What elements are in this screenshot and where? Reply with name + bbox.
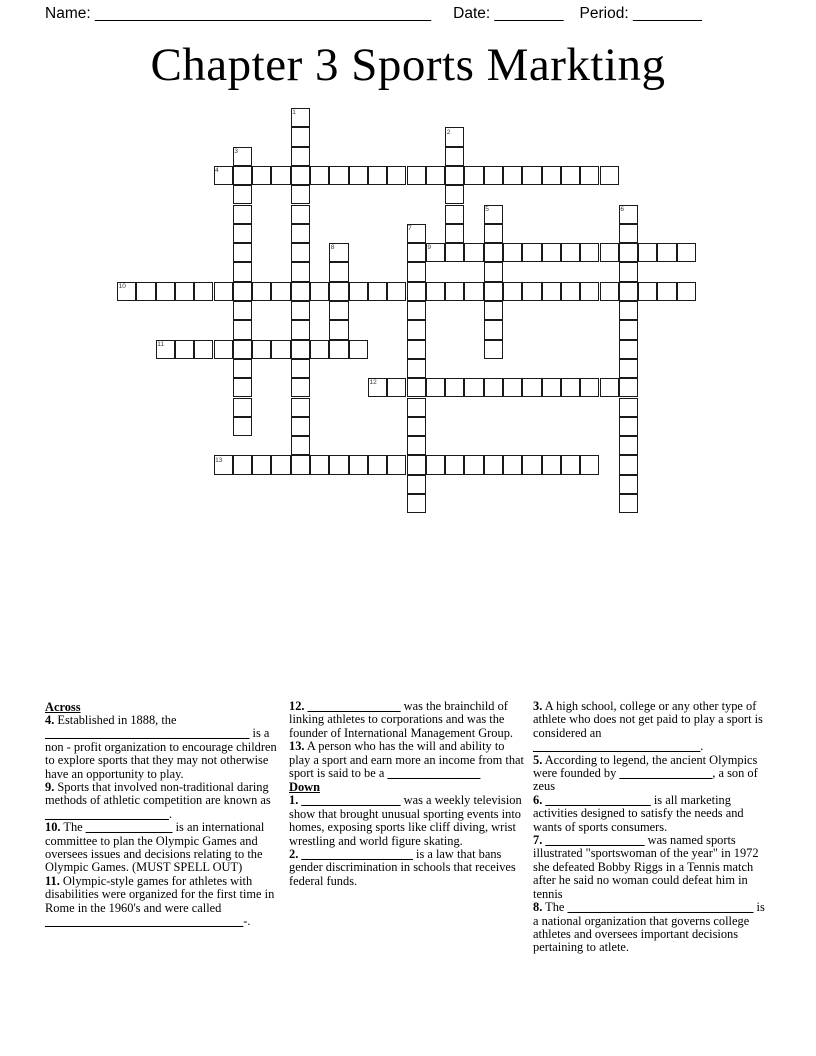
clues-section <box>0 700 816 990</box>
clue-number: 13. <box>289 739 305 754</box>
clue-item <box>289 794 527 848</box>
grid-cell[interactable] <box>503 243 522 262</box>
grid-cell[interactable] <box>407 340 426 359</box>
grid-cell[interactable] <box>271 282 290 301</box>
grid-clue-number: 4 <box>215 167 219 175</box>
date-label: Date: <box>453 5 491 22</box>
clue-text: is a national organization that governs college athletes and oversees important decisions pertaining to atlete. <box>533 900 765 955</box>
clue-number: 12. <box>289 699 305 713</box>
grid-cell[interactable] <box>484 243 503 262</box>
grid-cell[interactable] <box>407 359 426 378</box>
grid-cell[interactable] <box>271 455 290 474</box>
clue-text: was the brainchild of linking athletes to corporations and was the founder of International Management Group. <box>289 699 513 740</box>
grid-cell[interactable] <box>503 378 522 397</box>
grid-cell[interactable] <box>252 340 271 359</box>
grid-cell[interactable] <box>329 301 348 320</box>
clue-item <box>533 794 771 834</box>
grid-cell[interactable] <box>426 455 445 474</box>
grid-cell[interactable] <box>310 455 329 474</box>
grid-cell[interactable] <box>484 301 503 320</box>
grid-clue-number: 11 <box>157 340 164 348</box>
grid-cell[interactable] <box>619 301 638 320</box>
grid-cell[interactable] <box>291 147 310 166</box>
grid-cell[interactable] <box>600 166 619 185</box>
clue-item <box>533 754 771 794</box>
grid-cell[interactable] <box>349 166 368 185</box>
grid-cell[interactable] <box>638 243 657 262</box>
grid-cell[interactable] <box>233 455 252 474</box>
grid-cell[interactable] <box>619 378 638 397</box>
grid-cell[interactable] <box>291 282 310 301</box>
down-heading: Down <box>289 780 320 795</box>
clue-column-3-body <box>533 700 771 955</box>
grid-cell[interactable] <box>291 320 310 339</box>
clue-text: . <box>168 806 173 821</box>
grid-clue-number: 7 <box>408 225 412 232</box>
grid-cell[interactable] <box>349 282 368 301</box>
grid-cell[interactable] <box>233 320 252 339</box>
grid-cell[interactable] <box>426 282 445 301</box>
grid-cell[interactable] <box>445 224 464 243</box>
clue-answer-blank[interactable]: _______________ <box>387 766 481 781</box>
grid-cell[interactable] <box>561 282 580 301</box>
grid-cell[interactable] <box>310 340 329 359</box>
grid-cell[interactable] <box>291 185 310 204</box>
grid-cell[interactable] <box>677 282 696 301</box>
grid-cell[interactable] <box>561 166 580 185</box>
grid-cell[interactable] <box>349 340 368 359</box>
grid-cell[interactable] <box>214 340 233 359</box>
grid-cell[interactable] <box>310 166 329 185</box>
grid-cell[interactable] <box>175 282 194 301</box>
grid-cell[interactable] <box>214 455 233 474</box>
grid-cell[interactable] <box>407 262 426 281</box>
grid-cell[interactable] <box>387 166 406 185</box>
grid-cell[interactable] <box>291 108 310 127</box>
date-blank-rule[interactable]: ________ <box>494 5 564 22</box>
grid-clue-number: 10 <box>118 282 126 290</box>
grid-cell[interactable] <box>445 455 464 474</box>
grid-cell[interactable] <box>233 262 252 281</box>
grid-cell[interactable] <box>522 282 541 301</box>
grid-cell[interactable] <box>619 224 638 243</box>
grid-cell[interactable] <box>503 166 522 185</box>
grid-cell[interactable] <box>329 243 348 262</box>
grid-cell[interactable] <box>580 282 599 301</box>
grid-cell[interactable] <box>580 243 599 262</box>
grid-cell[interactable] <box>445 282 464 301</box>
grid-cell[interactable] <box>291 378 310 397</box>
clue-answer-blank[interactable]: ______________ <box>85 820 173 835</box>
grid-cell[interactable] <box>445 147 464 166</box>
grid-cell[interactable] <box>407 243 426 262</box>
grid-cell[interactable] <box>156 340 175 359</box>
grid-cell[interactable] <box>329 340 348 359</box>
grid-cell[interactable] <box>407 166 426 185</box>
grid-cell[interactable] <box>445 166 464 185</box>
grid-cell[interactable] <box>484 262 503 281</box>
grid-cell[interactable] <box>407 282 426 301</box>
grid-cell[interactable] <box>484 205 503 224</box>
grid-cell[interactable] <box>542 455 561 474</box>
grid-clue-number: 8 <box>330 244 335 252</box>
clue-answer-blank[interactable]: ____________________ <box>45 806 169 821</box>
clue-number: 8. <box>533 900 543 915</box>
grid-cell[interactable] <box>387 455 406 474</box>
clue-answer-blank[interactable]: __________________ <box>301 847 413 862</box>
grid-cell[interactable] <box>542 243 561 262</box>
grid-cell[interactable] <box>291 436 310 455</box>
grid-cell[interactable] <box>484 224 503 243</box>
clue-text: is a non - profit organization to encourage children to explore sports that they may not otherwise have an opportunity to play. <box>45 726 277 781</box>
grid-cell[interactable] <box>214 282 233 301</box>
grid-cell[interactable] <box>677 243 696 262</box>
grid-cell[interactable] <box>407 494 426 513</box>
grid-cell[interactable] <box>580 166 599 185</box>
grid-cell[interactable] <box>619 359 638 378</box>
grid-cell[interactable] <box>484 455 503 474</box>
grid-cell[interactable] <box>252 166 271 185</box>
clue-column-2-down-body <box>289 794 527 888</box>
grid-cell[interactable] <box>522 378 541 397</box>
clue-text: is all marketing activities designed to satisfy the needs and wants of sports consumers. <box>533 792 744 834</box>
grid-cell[interactable] <box>291 301 310 320</box>
clue-item <box>45 875 283 929</box>
clue-column-2-across-body <box>289 700 527 780</box>
grid-cell[interactable] <box>291 224 310 243</box>
clue-column-1-body <box>45 714 283 929</box>
grid-cell[interactable] <box>619 205 638 224</box>
grid-cell[interactable] <box>464 378 483 397</box>
grid-cell[interactable] <box>522 455 541 474</box>
grid-cell[interactable] <box>368 166 387 185</box>
grid-cell[interactable] <box>407 455 426 474</box>
clue-answer-blank[interactable]: _________________________________ <box>45 726 250 741</box>
grid-cell[interactable] <box>464 243 483 262</box>
grid-cell[interactable] <box>407 436 426 455</box>
clue-column-2 <box>289 700 527 888</box>
grid-cell[interactable] <box>368 455 387 474</box>
grid-cell[interactable] <box>580 378 599 397</box>
grid-cell[interactable] <box>349 455 368 474</box>
grid-cell[interactable] <box>522 243 541 262</box>
clue-text: Sports that involved non-traditional daring methods of athletic competition are known as <box>45 780 271 808</box>
grid-clue-number: 13 <box>215 456 223 464</box>
grid-clue-number: 5 <box>485 205 489 213</box>
clue-text: A high school, college or any other type of athlete who does not get paid to play a sport is considered an <box>533 699 763 740</box>
grid-clue-number: 12 <box>369 379 377 387</box>
grid-cell[interactable] <box>445 378 464 397</box>
grid-cell[interactable] <box>542 378 561 397</box>
grid-cell[interactable] <box>484 378 503 397</box>
grid-cell[interactable] <box>619 455 638 474</box>
grid-cell[interactable] <box>407 417 426 436</box>
grid-cell[interactable] <box>426 378 445 397</box>
clue-number: 5. <box>533 752 543 767</box>
clue-item <box>533 700 771 754</box>
grid-cell[interactable] <box>233 166 252 185</box>
clue-number: 11. <box>45 873 60 888</box>
clue-column-1 <box>45 700 283 929</box>
grid-cell[interactable] <box>657 282 676 301</box>
clue-item <box>45 781 283 821</box>
grid-clue-number: 2 <box>446 128 451 136</box>
grid-cell[interactable] <box>619 262 638 281</box>
clue-number: 2. <box>289 847 299 862</box>
grid-cell[interactable] <box>310 282 329 301</box>
clue-text: is an international committee to plan the Olympic Games and oversees issues and decisions relating to the Olympic Games. (MUST SPELL OUT) <box>45 820 265 875</box>
grid-cell[interactable] <box>407 224 426 243</box>
grid-cell[interactable] <box>407 398 426 417</box>
clue-answer-blank[interactable]: ________________________________ <box>45 914 244 929</box>
clue-number: 6. <box>533 792 543 807</box>
grid-cell[interactable] <box>368 282 387 301</box>
grid-cell[interactable] <box>503 282 522 301</box>
grid-cell[interactable] <box>194 340 213 359</box>
grid-cell[interactable] <box>233 378 252 397</box>
clue-text: The <box>545 900 568 915</box>
clue-answer-blank[interactable]: _______________ <box>619 766 713 781</box>
name-blank-rule[interactable]: _______________________________________ <box>94 5 432 22</box>
grid-cell[interactable] <box>484 282 503 301</box>
grid-cell[interactable] <box>291 166 310 185</box>
clue-number: 9. <box>45 780 55 795</box>
grid-cell[interactable] <box>291 455 310 474</box>
grid-cell[interactable] <box>329 282 348 301</box>
grid-cell[interactable] <box>368 378 387 397</box>
grid-cell[interactable] <box>464 166 483 185</box>
clue-item <box>533 834 771 901</box>
clue-answer-blank[interactable]: _________________ <box>545 792 651 807</box>
clue-answer-blank[interactable]: ___________________________ <box>533 739 701 754</box>
grid-cell[interactable] <box>329 455 348 474</box>
grid-cell[interactable] <box>252 455 271 474</box>
grid-clue-number: 1 <box>292 109 296 117</box>
grid-cell[interactable] <box>426 243 445 262</box>
clue-text: The <box>63 820 86 835</box>
grid-cell[interactable] <box>484 166 503 185</box>
grid-cell[interactable] <box>329 320 348 339</box>
grid-cell[interactable] <box>233 147 252 166</box>
period-label: Period: <box>579 5 629 22</box>
grid-cell[interactable] <box>233 185 252 204</box>
across-heading: Across <box>45 700 81 714</box>
clue-text: , a son of zeus <box>533 766 758 794</box>
grid-cell[interactable] <box>329 166 348 185</box>
grid-cell[interactable] <box>233 301 252 320</box>
period-blank-rule[interactable]: ________ <box>632 5 702 22</box>
grid-cell[interactable] <box>156 282 175 301</box>
grid-cell[interactable] <box>638 282 657 301</box>
grid-cell[interactable] <box>484 340 503 359</box>
grid-cell[interactable] <box>600 282 619 301</box>
grid-cell[interactable] <box>271 340 290 359</box>
grid-clue-number: 6 <box>620 205 625 213</box>
grid-cell[interactable] <box>484 320 503 339</box>
grid-cell[interactable] <box>600 378 619 397</box>
clue-text: Established in 1888, the <box>57 713 177 727</box>
grid-cell[interactable] <box>233 417 252 436</box>
grid-cell[interactable] <box>619 398 638 417</box>
grid-cell[interactable] <box>194 282 213 301</box>
grid-cell[interactable] <box>291 262 310 281</box>
grid-cell[interactable] <box>561 243 580 262</box>
clue-text: A person who has the will and ability to play a sport and earn more an income from that sport is said to be a <box>289 739 524 781</box>
grid-cell[interactable] <box>619 340 638 359</box>
grid-cell[interactable] <box>233 205 252 224</box>
clue-item <box>45 714 283 781</box>
grid-cell[interactable] <box>600 243 619 262</box>
grid-cell[interactable] <box>445 205 464 224</box>
clue-item <box>289 740 527 780</box>
grid-cell[interactable] <box>329 262 348 281</box>
grid-cell[interactable] <box>233 340 252 359</box>
grid-cell[interactable] <box>233 224 252 243</box>
grid-cell[interactable] <box>117 282 136 301</box>
clue-number: 3. <box>533 699 543 713</box>
grid-cell[interactable] <box>619 494 638 513</box>
clue-text: -. <box>243 914 251 929</box>
name-label: Name: <box>45 5 91 22</box>
grid-cell[interactable] <box>291 340 310 359</box>
grid-clue-number: 9 <box>427 244 432 252</box>
clue-number: 7. <box>533 833 543 848</box>
grid-cell[interactable] <box>561 378 580 397</box>
grid-cell[interactable] <box>464 455 483 474</box>
clue-text: According to legend, the ancient Olympics were founded by <box>533 752 758 781</box>
grid-cell[interactable] <box>291 359 310 378</box>
clue-number: 4. <box>45 713 55 727</box>
grid-cell[interactable] <box>291 398 310 417</box>
grid-cell[interactable] <box>136 282 155 301</box>
clue-item <box>45 821 283 875</box>
grid-cell[interactable] <box>175 340 194 359</box>
clue-answer-blank[interactable]: ________________ <box>301 793 401 808</box>
grid-cell[interactable] <box>252 282 271 301</box>
clue-answer-blank[interactable]: ______________________________ <box>567 900 754 915</box>
clue-answer-blank[interactable]: _______________ <box>307 699 401 713</box>
grid-cell[interactable] <box>426 166 445 185</box>
grid-cell[interactable] <box>271 166 290 185</box>
grid-cell[interactable] <box>291 417 310 436</box>
grid-cell[interactable] <box>561 455 580 474</box>
grid-cell[interactable] <box>233 359 252 378</box>
grid-cell[interactable] <box>291 127 310 146</box>
grid-cell[interactable] <box>619 436 638 455</box>
clue-text: Olympic-style games for athletes with disabilities were organized for the first time in Rome in the 1960's and were called <box>45 873 275 915</box>
clue-text: is a law that bans gender discrimination in schools that receives federal funds. <box>289 847 516 888</box>
grid-cell[interactable] <box>407 475 426 494</box>
grid-cell[interactable] <box>503 455 522 474</box>
page-title: Chapter 3 Sports Markting <box>150 39 666 91</box>
grid-cell[interactable] <box>407 301 426 320</box>
grid-cell[interactable] <box>619 282 638 301</box>
clue-item <box>289 848 527 888</box>
grid-cell[interactable] <box>407 320 426 339</box>
grid-cell[interactable] <box>657 243 676 262</box>
grid-cell[interactable] <box>619 417 638 436</box>
clue-number: 10. <box>45 820 61 835</box>
grid-cell[interactable] <box>522 166 541 185</box>
clue-column-3 <box>533 700 771 955</box>
clue-text: was named sports illustrated "sportswoman of the year" in 1972 she defeated Bobby Riggs in a Tennis match after he said no woman could defeat him in tennis <box>533 833 759 901</box>
grid-cell[interactable] <box>233 282 252 301</box>
grid-cell[interactable] <box>233 398 252 417</box>
grid-cell[interactable] <box>464 282 483 301</box>
grid-cell[interactable] <box>291 243 310 262</box>
grid-cell[interactable] <box>619 243 638 262</box>
grid-cell[interactable] <box>619 475 638 494</box>
grid-cell[interactable] <box>445 127 464 146</box>
clue-text: . <box>700 739 704 754</box>
grid-cell[interactable] <box>445 185 464 204</box>
grid-cell[interactable] <box>619 320 638 339</box>
grid-cell[interactable] <box>291 205 310 224</box>
grid-cell[interactable] <box>387 282 406 301</box>
clue-number: 1. <box>289 793 299 808</box>
clue-text: was a weekly television show that brought unusual sporting events into homes, exposing sports like cliff diving, wrist wrestling and world figure skating. <box>289 793 522 848</box>
grid-cell[interactable] <box>407 378 426 397</box>
clue-answer-blank[interactable]: ________________ <box>545 833 645 848</box>
grid-cell[interactable] <box>580 455 599 474</box>
clue-item <box>289 700 527 740</box>
grid-cell[interactable] <box>233 243 252 262</box>
grid-cell[interactable] <box>542 166 561 185</box>
clue-item <box>533 901 771 955</box>
grid-cell[interactable] <box>542 282 561 301</box>
grid-cell[interactable] <box>214 166 233 185</box>
grid-cell[interactable] <box>445 243 464 262</box>
grid-cell[interactable] <box>387 378 406 397</box>
grid-clue-number: 3 <box>234 147 239 155</box>
